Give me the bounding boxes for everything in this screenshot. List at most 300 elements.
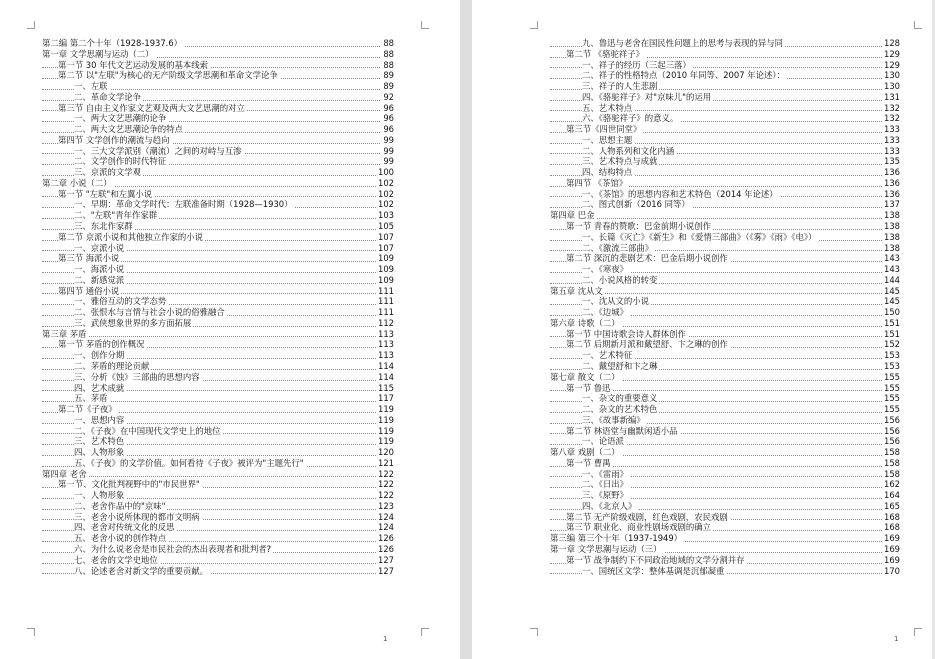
document-page-right [472, 0, 932, 659]
toc-entry[interactable] [550, 512, 900, 523]
toc-entry-title: 第二章 小说（二） [42, 177, 112, 188]
toc-entry[interactable] [550, 38, 900, 49]
toc-entry-title: 第三节 自由主义作家文艺观及两大文艺思潮的对立 [58, 102, 245, 113]
toc-entry-page: 138 [884, 210, 900, 221]
toc-entry[interactable] [42, 458, 394, 469]
toc-entry-page: 153 [884, 360, 900, 371]
toc-entry-title: 九、鲁迅与老舍在国民性问题上的思考与表现的异与同 [582, 38, 783, 48]
toc-entry-page: 114 [378, 371, 394, 382]
toc-entry-title: 第一章 文学思潮与运动（二） [42, 48, 154, 59]
toc-entry-page: 107 [378, 231, 394, 242]
toc-entry[interactable] [550, 81, 900, 92]
toc-entry[interactable] [42, 49, 394, 60]
toc-entry[interactable] [42, 318, 394, 329]
toc-entry-title: 二、戴望舒和卞之琳 [582, 360, 658, 371]
table-of-contents [42, 38, 394, 576]
toc-entry-page: 126 [378, 533, 394, 544]
toc-entry[interactable] [550, 372, 900, 383]
toc-entry[interactable] [550, 544, 900, 555]
toc-entry-title: 二、茅盾的理论贡献 [74, 360, 150, 371]
toc-entry[interactable] [42, 490, 394, 501]
toc-entry[interactable] [42, 92, 394, 103]
toc-entry-title: 第二节 京派小说和其他独立作家的小说 [58, 231, 204, 242]
page-number: 1 [383, 635, 388, 643]
toc-entry-title: 第八章 戏剧（二） [550, 447, 620, 458]
toc-entry-title: 一、雅俗互动的文学态势 [74, 296, 167, 307]
toc-entry-title: 三、武侠想象世界的多方面拓展 [74, 317, 192, 328]
toc-entry-title: 第三节 海派小说 [58, 253, 120, 264]
toc-entry[interactable] [550, 60, 900, 71]
toc-entry-title: 二、人物系列和文化内涵 [582, 145, 675, 156]
toc-entry-title: 六、为什么说老舍是市民社会的杰出表现者和批判者? [74, 543, 272, 554]
toc-entry-page: 156 [884, 414, 900, 425]
toc-entry-page: 124 [378, 522, 394, 533]
toc-entry-page: 136 [884, 177, 900, 188]
toc-entry[interactable] [42, 501, 394, 512]
toc-entry[interactable] [550, 156, 900, 167]
toc-entry[interactable] [42, 135, 394, 146]
toc-entry-page: 156 [884, 425, 900, 436]
toc-entry-title: 二、张恨水与言情与社会小说的俗雅融合 [74, 307, 225, 318]
toc-entry-title: 第一节 "左联"和左翼小说 [58, 188, 153, 199]
toc-entry-page: 113 [378, 339, 394, 350]
toc-entry-title: 一、人物形象 [74, 490, 125, 501]
toc-entry[interactable] [550, 103, 900, 114]
toc-entry-page: 151 [884, 328, 900, 339]
toc-entry-title: 二、祥子的性格特点（2010 年同等、2007 年论述）： [582, 70, 785, 81]
toc-entry[interactable] [550, 221, 900, 232]
toc-entry-title: 第一章 文学思潮与运动（三） [550, 543, 662, 554]
toc-entry-title: 第一节 30 年代文艺运动发展的基本线索 [58, 59, 208, 70]
toc-entry-title: 一、创作分期 [74, 350, 125, 361]
toc-entry[interactable] [42, 522, 394, 533]
toc-entry-page: 122 [378, 468, 394, 479]
toc-entry-title: 一、长篇《灭亡》《新生》和《爱情三部曲》（《雾》《雨》《电》） [582, 231, 817, 242]
toc-entry[interactable] [550, 264, 900, 275]
toc-entry-page: 143 [884, 264, 900, 275]
toc-entry[interactable] [550, 92, 900, 103]
toc-entry[interactable] [550, 469, 900, 480]
toc-entry[interactable] [550, 124, 900, 135]
toc-entry[interactable] [42, 103, 394, 114]
toc-entry[interactable] [42, 361, 394, 372]
toc-entry[interactable] [42, 275, 394, 286]
toc-entry-title: 三、分析《蚀》三部曲的思想内容 [74, 371, 200, 382]
toc-entry[interactable] [550, 555, 900, 566]
toc-entry[interactable] [42, 404, 394, 415]
toc-entry[interactable] [42, 146, 394, 157]
toc-entry[interactable] [42, 372, 394, 383]
crop-mark [530, 628, 538, 636]
toc-entry-title: 一、《雷雨》 [582, 468, 629, 479]
toc-entry-page: 156 [884, 436, 900, 447]
toc-entry[interactable] [42, 544, 394, 555]
toc-entry-page: 162 [884, 479, 900, 490]
page-number: 1 [894, 635, 899, 643]
toc-entry-title: 第二编 第二个十年（1928-1937.6） [42, 38, 183, 48]
toc-entry-page: 158 [884, 457, 900, 468]
toc-entry-title: 第二节 无产阶级戏剧，红色戏剧，农民戏剧 [566, 511, 728, 522]
toc-entry-title: 第一节 鲁迅 [566, 382, 611, 393]
toc-entry[interactable] [550, 286, 900, 297]
toc-entry[interactable] [550, 135, 900, 146]
toc-entry-page: 119 [378, 414, 394, 425]
toc-entry-page: 89 [383, 81, 394, 92]
toc-entry-title: 第一节 青春的赞歌：巴金前期小说创作 [566, 221, 712, 232]
toc-entry[interactable] [42, 533, 394, 544]
toc-entry-title: 一、艺术特征 [582, 350, 633, 361]
toc-entry-title: 一、早期：革命文学时代：左联准备时期（1928—1930） [74, 199, 293, 210]
toc-entry-page: 143 [884, 253, 900, 264]
toc-entry-title: 二、《边城》 [582, 307, 629, 318]
toc-entry-title: 一、论语派 [582, 436, 624, 447]
toc-entry-page: 126 [378, 543, 394, 554]
toc-entry-page: 109 [378, 264, 394, 275]
toc-entry-title: 五、《子夜》的文学价值。如何看待《子夜》被评为"主题先行" [74, 457, 304, 468]
toc-entry-title: 二、文学创作的时代特征 [74, 156, 167, 167]
toc-entry-title: 二、老舍作品中的"京味" [74, 500, 166, 511]
toc-entry-page: 113 [378, 328, 394, 339]
toc-entry[interactable] [550, 566, 900, 577]
toc-entry[interactable] [550, 275, 900, 286]
toc-entry-page: 122 [378, 490, 394, 501]
toc-entry[interactable] [42, 81, 394, 92]
toc-entry[interactable] [42, 178, 394, 189]
toc-entry-page: 111 [378, 285, 394, 296]
toc-entry-page: 113 [378, 350, 394, 361]
toc-entry-page: 124 [378, 511, 394, 522]
toc-entry-title: 七、老舍的文学史地位 [74, 554, 158, 565]
toc-entry-title: 第四节 通俗小说 [58, 285, 120, 296]
toc-entry-title: 第一节 曹禺 [566, 457, 611, 468]
toc-entry-title: 二、《子夜》在中国现代文学史上的地位 [74, 425, 221, 436]
toc-entry-page: 145 [884, 296, 900, 307]
crop-mark [914, 21, 922, 29]
toc-entry-title: 一、两大文艺思潮的论争 [74, 113, 167, 124]
toc-entry[interactable] [550, 350, 900, 361]
toc-entry-title: 八、论述老舍对新文学的重要贡献。 [74, 565, 208, 576]
toc-entry-title: 一、《茶馆》的思想内容和艺术特色（2014 年论述） [582, 188, 778, 199]
toc-entry[interactable] [42, 393, 394, 404]
toc-entry-page: 155 [884, 382, 900, 393]
toc-entry-title: 第二节《子夜》 [58, 404, 117, 415]
toc-entry-page: 132 [884, 102, 900, 113]
toc-entry-page: 164 [884, 490, 900, 501]
toc-entry-title: 第四节 《茶馆》 [566, 177, 628, 188]
toc-entry[interactable] [42, 383, 394, 394]
toc-entry-page: 102 [378, 177, 394, 188]
toc-entry-title: 三、东北作家群 [74, 221, 133, 232]
toc-entry[interactable] [550, 490, 900, 501]
toc-entry[interactable] [550, 447, 900, 458]
crop-mark [421, 628, 429, 636]
toc-entry[interactable] [550, 522, 900, 533]
toc-entry[interactable] [42, 199, 394, 210]
toc-entry-page: 96 [383, 102, 394, 113]
toc-entry[interactable] [550, 436, 900, 447]
toc-entry-page: 169 [884, 533, 900, 544]
toc-entry[interactable] [42, 415, 394, 426]
toc-entry-title: 五、艺术特点 [582, 102, 633, 113]
toc-entry-page: 92 [383, 91, 394, 102]
toc-entry-page: 114 [378, 360, 394, 371]
toc-entry-title: 第二节 《骆驼祥子》 [566, 48, 645, 59]
toc-entry-page: 130 [884, 70, 900, 81]
toc-entry[interactable] [550, 210, 900, 221]
toc-entry-page: 144 [884, 274, 900, 285]
toc-entry-page: 155 [884, 371, 900, 382]
toc-entry-title: 一、祥子的经历（三起三落） [582, 59, 691, 70]
toc-entry[interactable] [550, 146, 900, 157]
toc-entry[interactable] [42, 339, 394, 350]
toc-entry-page: 109 [378, 253, 394, 264]
toc-entry-page: 133 [884, 134, 900, 145]
toc-entry-page: 165 [884, 500, 900, 511]
toc-entry-page: 99 [383, 134, 394, 145]
toc-entry[interactable] [42, 512, 394, 523]
toc-entry-page: 88 [383, 48, 394, 59]
toc-entry-page: 96 [383, 113, 394, 124]
toc-entry[interactable] [42, 426, 394, 437]
toc-entry-title: 三、老舍小说所体现的都市文明病 [74, 511, 200, 522]
toc-entry-page: 136 [884, 167, 900, 178]
toc-entry[interactable] [550, 426, 900, 437]
toc-entry-title: 第二节 后期新月派和戴望舒、卞之琳的创作 [566, 339, 728, 350]
toc-entry-page: 158 [884, 468, 900, 479]
toc-entry-title: 三、艺术特点与成就 [582, 156, 658, 167]
toc-entry[interactable] [42, 221, 394, 232]
toc-entry[interactable] [42, 253, 394, 264]
toc-entry-page: 170 [884, 565, 900, 576]
toc-entry-title: 第二节 深沉的悲剧艺术：巴金后期小说创作 [566, 253, 728, 264]
toc-entry[interactable] [42, 124, 394, 135]
toc-entry[interactable] [550, 361, 900, 372]
toc-entry[interactable] [42, 469, 394, 480]
toc-entry[interactable] [550, 533, 900, 544]
toc-entry-page: 112 [378, 317, 394, 328]
toc-entry[interactable] [42, 167, 394, 178]
toc-entry[interactable] [42, 307, 394, 318]
toc-entry-page: 105 [378, 221, 394, 232]
toc-entry-title: 第二节 林语堂与幽默闲适小品 [566, 425, 678, 436]
toc-entry-page: 99 [383, 156, 394, 167]
toc-entry-page: 152 [884, 339, 900, 350]
toc-entry[interactable] [42, 243, 394, 254]
toc-entry-page: 121 [378, 457, 394, 468]
toc-entry-title: 第五章 沈从文 [550, 285, 603, 296]
toc-entry-page: 136 [884, 188, 900, 199]
toc-entry-title: 第二节 以"左联"为核心的无产阶级文学思潮和革命文学论争 [58, 70, 278, 81]
toc-entry-page: 129 [884, 48, 900, 59]
toc-entry-title: 一、三大文学派别（潮流）之间的对峙与互渗 [74, 145, 242, 156]
toc-entry-title: 二、"左联"青年作家群 [74, 210, 158, 221]
toc-entry-page: 123 [378, 500, 394, 511]
toc-entry-title: 六、《骆驼祥子》的意义。 [582, 113, 679, 124]
toc-entry-page: 111 [378, 307, 394, 318]
toc-entry-page: 89 [383, 70, 394, 81]
toc-entry-page: 153 [884, 350, 900, 361]
toc-entry-page: 119 [378, 404, 394, 415]
toc-entry-page: 137 [884, 199, 900, 210]
toc-entry-page: 115 [378, 382, 394, 393]
toc-entry[interactable] [550, 296, 900, 307]
toc-entry-title: 一、左联 [74, 81, 108, 92]
toc-entry[interactable] [42, 447, 394, 458]
toc-entry-page: 169 [884, 543, 900, 554]
toc-entry-page: 122 [378, 479, 394, 490]
toc-entry[interactable] [42, 555, 394, 566]
toc-entry[interactable] [550, 479, 900, 490]
toc-entry-page: 107 [378, 242, 394, 253]
toc-entry[interactable] [550, 501, 900, 512]
toc-entry-title: 第三节《四世同堂》 [566, 124, 642, 135]
toc-entry-title: 五、老舍小说的创作特点 [74, 533, 167, 544]
toc-entry-page: 130 [884, 81, 900, 92]
toc-entry[interactable] [42, 566, 394, 577]
toc-entry-page: 119 [378, 436, 394, 447]
toc-entry[interactable] [550, 243, 900, 254]
toc-entry[interactable] [42, 296, 394, 307]
toc-entry[interactable] [42, 479, 394, 490]
crop-mark [530, 21, 538, 29]
toc-entry[interactable] [42, 113, 394, 124]
toc-entry[interactable] [550, 189, 900, 200]
toc-entry-page: 100 [378, 167, 394, 178]
toc-entry-page: 168 [884, 522, 900, 533]
toc-entry[interactable] [42, 286, 394, 297]
toc-entry[interactable] [42, 436, 394, 447]
toc-entry-title: 一、杂文的重要意义 [582, 393, 658, 404]
toc-entry[interactable] [550, 339, 900, 350]
toc-entry-page: 128 [884, 38, 900, 48]
toc-entry-page: 111 [378, 296, 394, 307]
toc-entry[interactable] [42, 38, 394, 49]
page-gap [460, 0, 472, 659]
toc-entry-title: 第三节 职业化、商业性剧场戏剧的确立 [566, 522, 712, 533]
toc-entry[interactable] [550, 329, 900, 340]
toc-entry-page: 127 [378, 554, 394, 565]
toc-entry-page: 150 [884, 307, 900, 318]
toc-entry-title: 第四章 巴金 [550, 210, 595, 221]
toc-entry-title: 第一节、文化批判视野中的"市民世界" [58, 479, 200, 490]
toc-entry[interactable] [550, 253, 900, 264]
toc-entry-page: 96 [383, 124, 394, 135]
toc-entry[interactable] [550, 178, 900, 189]
toc-entry[interactable] [550, 415, 900, 426]
toc-entry[interactable] [42, 210, 394, 221]
toc-entry-page: 120 [378, 447, 394, 458]
toc-entry[interactable] [42, 60, 394, 71]
document-page-left [0, 0, 460, 659]
toc-entry-page: 117 [378, 393, 394, 404]
toc-entry-title: 四、《骆驼祥子》对"京味儿"的运用 [582, 91, 712, 102]
toc-entry-page: 88 [383, 59, 394, 70]
toc-entry-page: 88 [383, 38, 394, 48]
toc-entry[interactable] [550, 167, 900, 178]
toc-entry[interactable] [550, 318, 900, 329]
toc-entry-title: 第一节 茅盾的创作概况 [58, 339, 145, 350]
toc-entry-title: 四、老舍对传统文化的反思 [74, 522, 175, 533]
toc-entry-title: 四、《北京人》 [582, 500, 637, 511]
toc-entry[interactable] [42, 329, 394, 340]
toc-entry-page: 99 [383, 145, 394, 156]
toc-entry-title: 二、小说风格的转变 [582, 274, 658, 285]
crop-mark [421, 21, 429, 29]
toc-entry-page: 155 [884, 393, 900, 404]
toc-entry-title: 一、沈从文的小说 [582, 296, 649, 307]
toc-entry-page: 145 [884, 285, 900, 296]
toc-entry[interactable] [42, 350, 394, 361]
toc-entry-title: 五、茅盾 [74, 393, 108, 404]
toc-entry-title: 一、《寒夜》 [582, 264, 629, 275]
toc-entry-title: 第一节 战争制约下不同政治地域的文学分割并存 [566, 554, 745, 565]
toc-entry-page: 158 [884, 447, 900, 458]
toc-entry[interactable] [42, 232, 394, 243]
toc-entry-page: 102 [378, 199, 394, 210]
toc-entry[interactable] [550, 232, 900, 243]
toc-entry[interactable] [550, 49, 900, 60]
toc-entry-page: 133 [884, 145, 900, 156]
toc-entry-page: 133 [884, 124, 900, 135]
table-of-contents [550, 38, 900, 576]
toc-entry-page: 102 [378, 188, 394, 199]
toc-entry-title: 三、《故事新编》 [582, 414, 645, 425]
toc-entry[interactable] [550, 307, 900, 318]
toc-entry-title: 一、国统区文学：整体基调是沉郁凝重 [582, 565, 725, 576]
toc-entry-title: 二、《日出》 [582, 479, 629, 490]
toc-entry-title: 二、革命文学论争 [74, 91, 141, 102]
toc-entry-title: 二、两大文艺思潮论争的特点 [74, 124, 183, 135]
toc-entry-page: 132 [884, 113, 900, 124]
toc-entry-title: 第一节 中国诗歌会诗人群体创作 [566, 328, 686, 339]
toc-entry-page: 151 [884, 317, 900, 328]
toc-entry[interactable] [550, 113, 900, 124]
toc-entry[interactable] [42, 70, 394, 81]
toc-entry-title: 第三章 茅盾 [42, 328, 87, 339]
toc-entry-title: 第四章 老舍 [42, 468, 87, 479]
toc-entry-page: 155 [884, 404, 900, 415]
toc-entry-page: 135 [884, 156, 900, 167]
toc-entry-page: 169 [884, 554, 900, 565]
toc-entry-title: 二、新感觉派 [74, 274, 125, 285]
toc-entry-title: 三、京派的文学观 [74, 167, 141, 178]
crop-mark [27, 21, 35, 29]
toc-entry-title: 二、《激流三部曲》 [582, 242, 654, 253]
toc-entry[interactable] [550, 393, 900, 404]
toc-entry-page: 119 [378, 425, 394, 436]
toc-entry[interactable] [42, 189, 394, 200]
toc-entry-title: 三、《原野》 [582, 490, 629, 501]
toc-entry-page: 127 [378, 565, 394, 576]
toc-entry-page: 138 [884, 231, 900, 242]
toc-entry-title: 一、京派小说 [74, 242, 125, 253]
toc-entry-title: 第三编 第三个十年（1937-1949） [550, 533, 683, 544]
toc-entry-title: 第四节 文学创作的潮流与趋向 [58, 134, 170, 145]
toc-entry[interactable] [550, 404, 900, 415]
toc-entry-title: 三、艺术特色 [74, 436, 125, 447]
toc-entry-page: 129 [884, 59, 900, 70]
toc-entry-title: 二、杂文的艺术特色 [582, 404, 658, 415]
toc-entry-title: 四、结构特点 [582, 167, 633, 178]
toc-entry-page: 138 [884, 221, 900, 232]
toc-entry-title: 二、图式创新（2016 同等） [582, 199, 690, 210]
toc-entry[interactable] [550, 70, 900, 81]
toc-entry[interactable] [550, 458, 900, 469]
toc-entry[interactable] [550, 199, 900, 210]
toc-entry[interactable] [42, 156, 394, 167]
toc-entry[interactable] [550, 383, 900, 394]
toc-entry[interactable] [42, 264, 394, 275]
